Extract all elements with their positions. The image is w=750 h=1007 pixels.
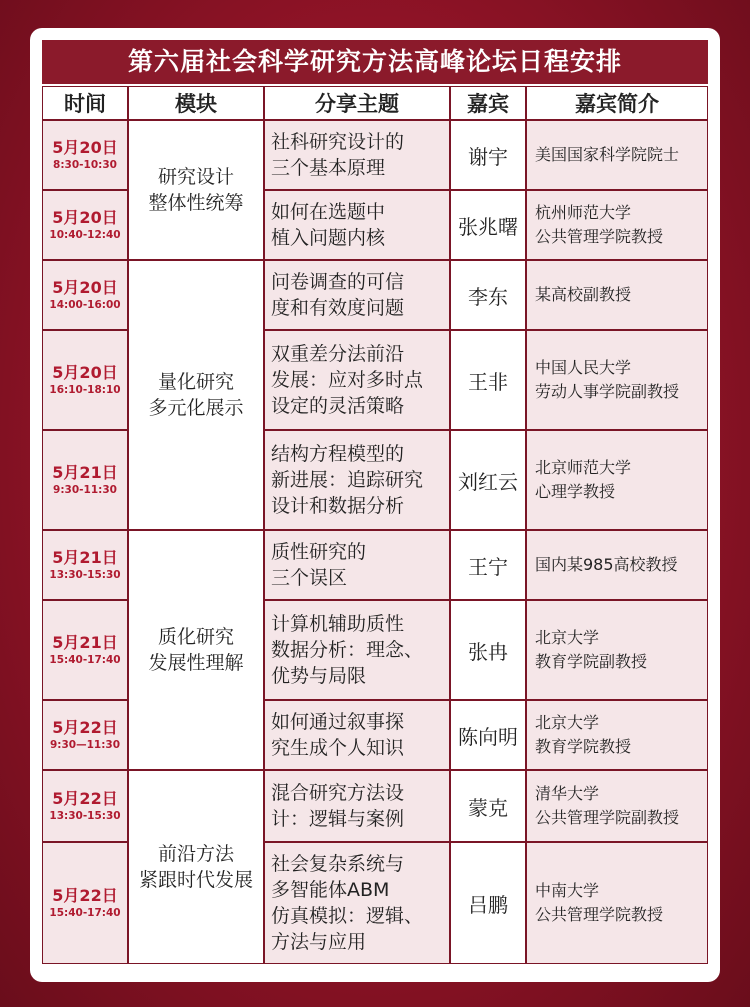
session-date: 5月21日 xyxy=(52,548,118,567)
session-time: 9:30-11:30 xyxy=(53,484,117,496)
session-time: 15:40-17:40 xyxy=(49,654,121,666)
topic-cell: 混合研究方法设 计：逻辑与案例 xyxy=(264,770,450,842)
topic-cell: 计算机辅助质性 数据分析：理念、 优势与局限 xyxy=(264,600,450,700)
topic-cell: 社会复杂系统与 多智能体ABM 仿真模拟：逻辑、 方法与应用 xyxy=(264,842,450,964)
time-cell xyxy=(42,120,128,190)
session-date: 5月20日 xyxy=(52,278,118,297)
intro-cell: 北京大学 教育学院教授 xyxy=(526,700,708,770)
time-cell xyxy=(42,260,128,330)
guest-cell: 王非 xyxy=(450,330,526,430)
page-title: 第六届社会科学研究方法高峰论坛日程安排 xyxy=(42,40,708,84)
guest-cell: 刘红云 xyxy=(450,430,526,530)
intro-cell: 北京师范大学 心理学教授 xyxy=(526,430,708,530)
session-time: 14:00-16:00 xyxy=(49,299,121,311)
intro-cell: 美国国家科学院院士 xyxy=(526,120,708,190)
topic-cell: 社科研究设计的 三个基本原理 xyxy=(264,120,450,190)
header-module: 模块 xyxy=(128,86,264,120)
intro-cell: 北京大学 教育学院副教授 xyxy=(526,600,708,700)
module-cell: 质化研究 发展性理解 xyxy=(128,530,264,770)
topic-cell: 双重差分法前沿 发展：应对多时点 设定的灵活策略 xyxy=(264,330,450,430)
session-date: 5月21日 xyxy=(52,463,118,482)
intro-cell: 杭州师范大学 公共管理学院教授 xyxy=(526,190,708,260)
time-cell xyxy=(42,330,128,430)
intro-cell: 某高校副教授 xyxy=(526,260,708,330)
time-cell xyxy=(42,190,128,260)
guest-cell: 张冉 xyxy=(450,600,526,700)
guest-cell: 谢宇 xyxy=(450,120,526,190)
time-cell xyxy=(42,700,128,770)
header-intro: 嘉宾简介 xyxy=(526,86,708,120)
guest-cell: 陈向明 xyxy=(450,700,526,770)
session-time: 13:30-15:30 xyxy=(49,569,121,581)
guest-cell: 张兆曙 xyxy=(450,190,526,260)
intro-cell: 国内某985高校教授 xyxy=(526,530,708,600)
guest-cell: 吕鹏 xyxy=(450,842,526,964)
session-date: 5月22日 xyxy=(52,886,118,905)
session-date: 5月21日 xyxy=(52,633,118,652)
topic-cell: 问卷调查的可信 度和有效度问题 xyxy=(264,260,450,330)
session-time: 8:30-10:30 xyxy=(53,159,117,171)
time-cell xyxy=(42,430,128,530)
time-cell xyxy=(42,600,128,700)
session-date: 5月20日 xyxy=(52,208,118,227)
guest-cell: 李东 xyxy=(450,260,526,330)
guest-cell: 蒙克 xyxy=(450,770,526,842)
module-cell: 研究设计 整体性统筹 xyxy=(128,120,264,260)
session-time: 13:30-15:30 xyxy=(49,810,121,822)
topic-cell: 如何通过叙事探 究生成个人知识 xyxy=(264,700,450,770)
intro-cell: 清华大学 公共管理学院副教授 xyxy=(526,770,708,842)
session-time: 16:10-18:10 xyxy=(49,384,121,396)
time-cell xyxy=(42,770,128,842)
guest-cell: 王宁 xyxy=(450,530,526,600)
topic-cell: 结构方程模型的 新进展：追踪研究 设计和数据分析 xyxy=(264,430,450,530)
header-topic: 分享主题 xyxy=(264,86,450,120)
header-guest: 嘉宾 xyxy=(450,86,526,120)
session-time: 10:40-12:40 xyxy=(49,229,121,241)
topic-cell: 质性研究的 三个误区 xyxy=(264,530,450,600)
session-date: 5月20日 xyxy=(52,138,118,157)
session-date: 5月22日 xyxy=(52,718,118,737)
intro-cell: 中南大学 公共管理学院教授 xyxy=(526,842,708,964)
header-time: 时间 xyxy=(42,86,128,120)
time-cell xyxy=(42,842,128,964)
topic-cell: 如何在选题中 植入问题内核 xyxy=(264,190,450,260)
session-time: 15:40-17:40 xyxy=(49,907,121,919)
intro-cell: 中国人民大学 劳动人事学院副教授 xyxy=(526,330,708,430)
module-cell: 前沿方法 紧跟时代发展 xyxy=(128,770,264,964)
module-cell: 量化研究 多元化展示 xyxy=(128,260,264,530)
time-cell xyxy=(42,530,128,600)
session-date: 5月20日 xyxy=(52,363,118,382)
schedule-card xyxy=(30,28,720,982)
session-date: 5月22日 xyxy=(52,789,118,808)
session-time: 9:30—11:30 xyxy=(49,739,121,751)
